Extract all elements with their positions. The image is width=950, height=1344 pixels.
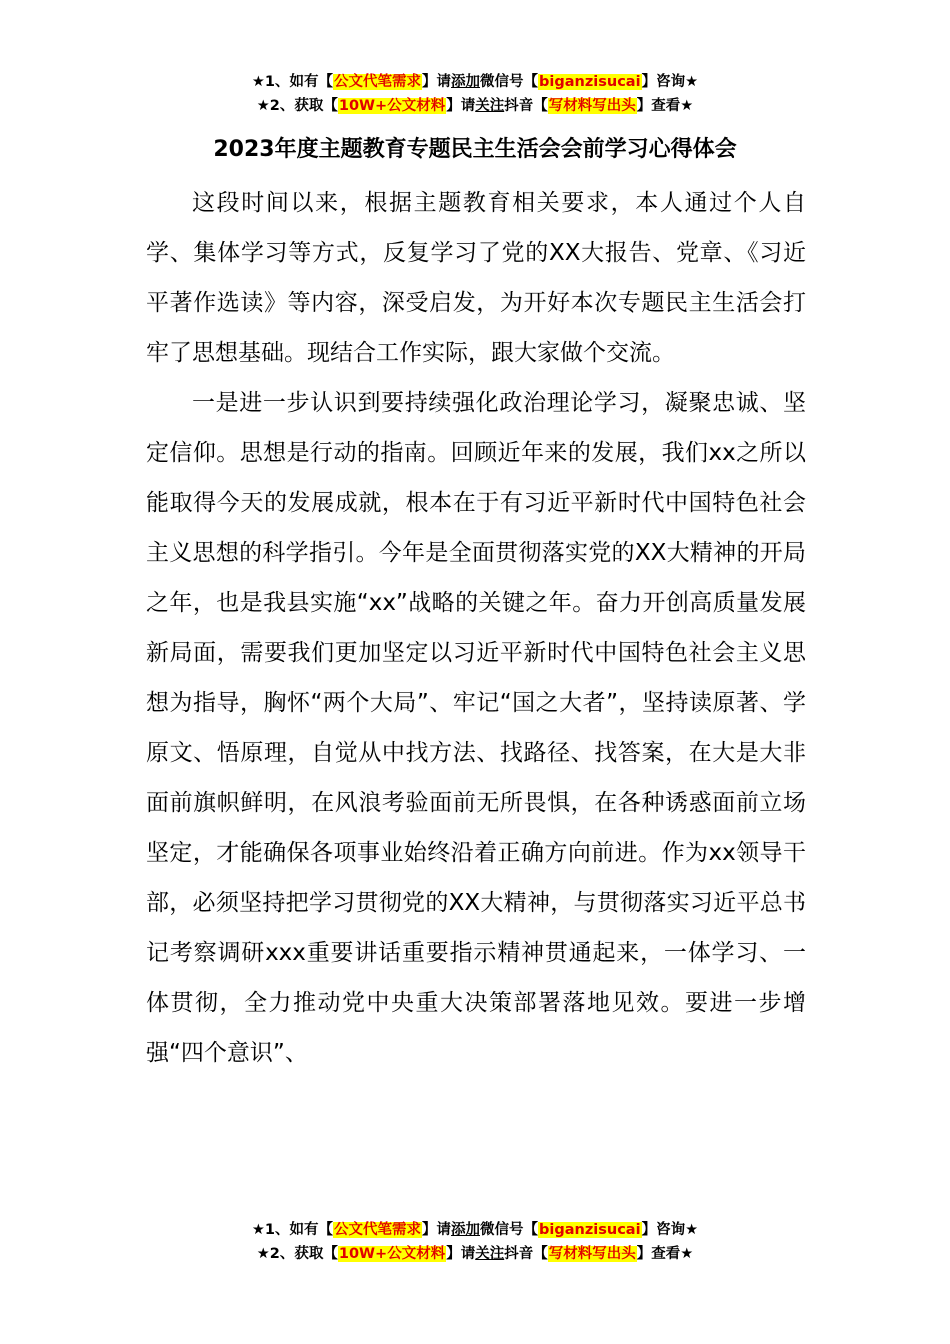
banner-text: ★1、如有【 xyxy=(251,74,334,90)
banner-text: ★2、获取【 xyxy=(256,1246,338,1262)
banner-highlight: biganzisucai xyxy=(539,1222,641,1238)
banner-underline: 添加 xyxy=(451,1222,481,1238)
banner-text: 】查看★ xyxy=(636,98,694,114)
footer-banner xyxy=(0,1218,950,1266)
banner-highlight: 写材料写出头 xyxy=(548,98,636,114)
banner-text: ★1、如有【 xyxy=(251,1222,334,1238)
document-title: 2023年度主题教育专题民主生活会会前学习心得体会 xyxy=(213,137,737,162)
banner-text: 】请 xyxy=(446,1246,476,1262)
banner-text: 】咨询★ xyxy=(641,1222,699,1238)
document-body xyxy=(146,178,806,1078)
banner-line-2 xyxy=(0,94,950,118)
banner-underline: 关注 xyxy=(475,98,505,114)
banner-highlight: 写材料写出头 xyxy=(548,1246,636,1262)
banner-line-1 xyxy=(0,1218,950,1242)
paragraph: 这段时间以来，根据主题教育相关要求，本人通过个人自学、集体学习等方式，反复学习了党的XX大报告、党章、《习近平著作选读》等内容，深受启发，为开好本次专题民主生活会打牢了思想基础。现结合工作实际，跟大家做个交流。 xyxy=(146,190,806,366)
banner-line-2 xyxy=(0,1242,950,1266)
banner-text: 抖音【 xyxy=(504,1246,548,1262)
banner-underline: 关注 xyxy=(475,1246,505,1262)
banner-text: 】请 xyxy=(422,1222,452,1238)
banner-text: 】查看★ xyxy=(636,1246,694,1262)
banner-text: 微信号【 xyxy=(480,74,539,90)
banner-line-1 xyxy=(0,70,950,94)
banner-underline: 添加 xyxy=(451,74,481,90)
banner-highlight: 10W+公文材料 xyxy=(338,98,446,114)
banner-text: 抖音【 xyxy=(504,98,548,114)
banner-highlight: 公文代笔需求 xyxy=(334,1222,422,1238)
banner-text: ★2、获取【 xyxy=(256,98,338,114)
banner-highlight: 10W+公文材料 xyxy=(338,1246,446,1262)
banner-text: 】请 xyxy=(446,98,476,114)
paragraph: 一是进一步认识到要持续强化政治理论学习，凝聚忠诚、坚定信仰。思想是行动的指南。回顾近年来的发展，我们xx之所以能取得今天的发展成就，根本在于有习近平新时代中国特色社会主义思想的科学指引。今年是全面贯彻落实党的XX大精神的开局之年，也是我县实施“xx”战略的关键之年。奋力开创高质量发展新局面，需要我们更加坚定以习近平新时代中国特色社会主义思想为指导，胸怀“两个大局”、牢记“国之大者”，坚持读原著、学原文、悟原理，自觉从中找方法、找路径、找答案，在大是大非面前旗帜鲜明，在风浪考验面前无所畏惧，在各种诱惑面前立场坚定，才能确保各项事业始终沿着正确方向前进。作为xx领导干部，必须坚持把学习贯彻党的XX大精神，与贯彻落实习近平总书记考察调研xxx重要讲话重要指示精神贯通起来，一体学习、一体贯彻，全力推动党中央重大决策部署落地见效。要进一步增强“四个意识”、 xyxy=(146,390,806,1066)
banner-text: 】咨询★ xyxy=(641,74,699,90)
banner-highlight: biganzisucai xyxy=(539,74,641,90)
banner-text: 微信号【 xyxy=(480,1222,539,1238)
banner-text: 】请 xyxy=(422,74,452,90)
banner-highlight: 公文代笔需求 xyxy=(334,74,422,90)
header-banner xyxy=(0,70,950,118)
